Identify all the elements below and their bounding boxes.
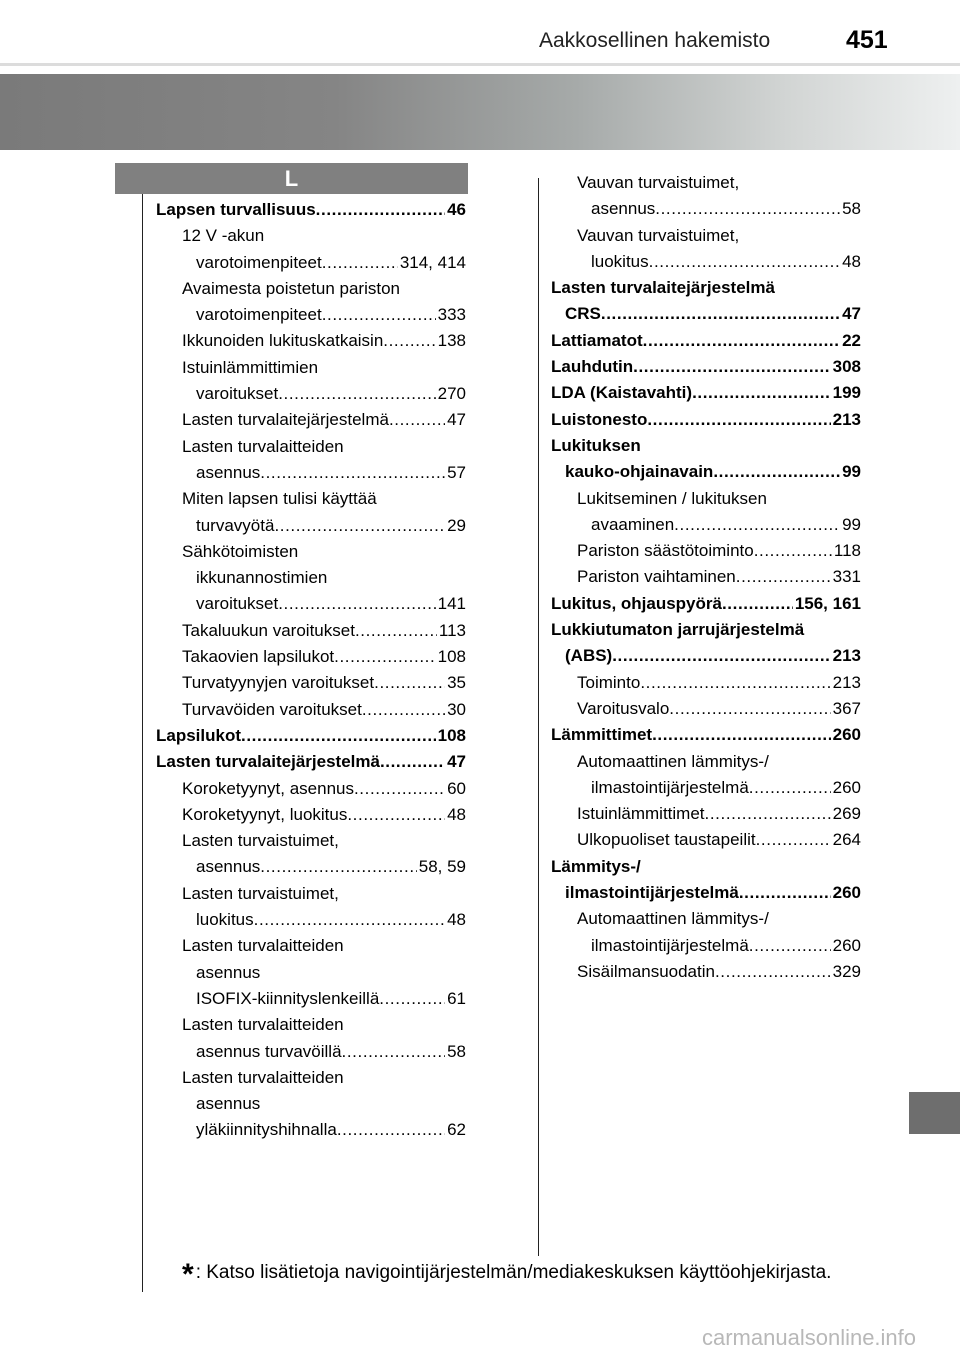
index-entry-text: LDA (Kaistavahti): [551, 383, 693, 403]
dot-leader: [316, 197, 445, 223]
index-entry: [156, 1117, 466, 1143]
index-entry-text: Takaovien lapsilukot: [182, 647, 335, 667]
footnote-marker: *: [182, 1258, 194, 1291]
header-divider: [0, 63, 960, 66]
index-entry: [156, 407, 466, 433]
index-entry-page: 260: [832, 935, 861, 955]
index-entry-text: Lasten turvalaitejärjestelmä: [551, 278, 775, 298]
index-entry: [156, 986, 466, 1012]
index-entry-text: Lasten turvalaitteiden: [182, 436, 344, 456]
index-entry: [551, 538, 861, 564]
index-entry: [551, 722, 861, 748]
index-entry-page: 213: [832, 409, 861, 429]
index-entry-text: Ulkopuoliset taustapeilit: [577, 830, 756, 850]
index-entry-page: 260: [832, 883, 861, 903]
index-entry-page: 99: [842, 462, 861, 482]
dot-leader: [347, 802, 445, 828]
dot-leader: [736, 564, 831, 590]
index-entry: [156, 565, 466, 591]
index-entry-page: 118: [833, 541, 861, 561]
dot-leader: [739, 880, 831, 906]
index-entry: [156, 460, 466, 486]
watermark: carmanualsonline.info: [702, 1325, 917, 1350]
index-entry: [551, 380, 861, 406]
index-entry-page: 47: [842, 304, 861, 324]
index-entry-text: Lapsen turvallisuus: [156, 200, 316, 219]
index-entry-page: 213: [832, 672, 861, 692]
index-entry-page: 264: [832, 830, 861, 850]
index-entry-text: (ABS): [565, 646, 613, 666]
index-entry: [156, 933, 466, 959]
index-entry-page: 47: [447, 410, 466, 430]
index-entry: [156, 381, 466, 407]
index-entry-page: 58: [447, 1041, 466, 1061]
index-entry-text: turvavyötä: [196, 515, 275, 535]
index-entry-text: Lukkiutumaton jarrujärjestelmä: [551, 620, 805, 640]
index-entry: [551, 880, 861, 906]
index-entry-text: Lukituksen: [551, 435, 641, 455]
dot-leader: [337, 1117, 445, 1143]
index-entry-text: Lattiamatot: [551, 330, 643, 350]
dot-leader: [278, 591, 435, 617]
index-entry-page: 57: [447, 462, 466, 482]
dot-leader: [260, 854, 416, 880]
index-entry: [156, 1012, 466, 1038]
index-entry: [156, 302, 466, 328]
index-entry: [156, 1091, 466, 1117]
index-entry: [551, 354, 861, 380]
footnote: [182, 1258, 831, 1292]
index-entry: [551, 301, 861, 327]
index-entry-text: Sisäilmansuodatin: [577, 961, 715, 981]
index-entry-page: 260: [832, 725, 861, 745]
dot-leader: [647, 407, 830, 433]
index-entry-page: 138: [437, 331, 466, 351]
index-entry: [551, 275, 861, 301]
index-entry-text: luokitus: [591, 251, 649, 271]
index-entry-page: 29: [447, 515, 466, 535]
index-entry: [551, 512, 861, 538]
index-entry-text: ISOFIX-kiinnityslenkeillä: [196, 988, 380, 1008]
dot-leader: [722, 591, 793, 617]
index-entry-text: Koroketyynyt, luokitus: [182, 804, 348, 824]
index-entry-text: Pariston säästötoiminto: [577, 541, 754, 561]
index-entry-page: 113: [438, 620, 466, 640]
dot-leader: [254, 907, 445, 933]
index-entry-page: 333: [437, 305, 466, 325]
index-entry: [551, 959, 861, 985]
dot-leader: [643, 328, 840, 354]
index-entry-text: varotoimenpiteet: [196, 305, 322, 325]
index-entry-page: 314, 414: [399, 252, 466, 272]
index-entry: [156, 486, 466, 512]
index-entry: [156, 250, 466, 276]
index-entry-page: 367: [832, 698, 861, 718]
index-entry: [156, 591, 466, 617]
index-entry: [156, 328, 466, 354]
dot-leader: [756, 827, 831, 853]
page-number: 451: [846, 26, 888, 54]
index-entry-page: 48: [447, 910, 466, 930]
dot-leader: [715, 959, 831, 985]
dot-leader: [379, 986, 445, 1012]
index-entry: [156, 697, 466, 723]
dot-leader: [342, 1039, 446, 1065]
index-entry-page: 108: [437, 647, 466, 667]
index-entry-text: Lasten turvalaitteiden: [182, 936, 344, 956]
index-entry: [156, 749, 466, 775]
index-entry-page: 46: [447, 200, 466, 219]
header-banner: [0, 74, 960, 150]
index-entry-text: asennus turvavöillä: [196, 1041, 342, 1061]
index-entry-text: Toiminto: [577, 672, 641, 692]
index-entry: [156, 670, 466, 696]
index-entry: [156, 513, 466, 539]
dot-leader: [383, 328, 435, 354]
index-entry-text: Lasten turvaistuimet,: [182, 831, 339, 851]
index-entry-page: 62: [447, 1120, 466, 1140]
index-entry-page: 58: [842, 199, 861, 219]
index-entry: [551, 196, 861, 222]
dot-leader: [334, 644, 435, 670]
index-entry-text: Luistonesto: [551, 409, 648, 429]
index-entry-page: 269: [832, 804, 861, 824]
index-entry-text: Automaattinen lämmitys-/: [577, 909, 769, 929]
index-entry-text: Turvavöiden varoitukset: [182, 699, 362, 719]
index-entry: [551, 223, 861, 249]
column-divider: [538, 178, 539, 1256]
index-entry-text: ilmastointijärjestelmä: [565, 883, 739, 903]
dot-leader: [260, 460, 445, 486]
index-entry-text: Lämmitys-/: [551, 856, 641, 876]
index-entry: [551, 854, 861, 880]
index-entry: [551, 696, 861, 722]
left-margin-rule: [142, 194, 143, 1292]
index-entry: [551, 617, 861, 643]
index-entry: [156, 854, 466, 880]
index-entry-page: 22: [842, 330, 861, 350]
index-entry: [551, 407, 861, 433]
dot-leader: [692, 380, 831, 406]
index-entry: [551, 486, 861, 512]
index-entry-text: Takaluukun varoitukset: [182, 620, 355, 640]
dot-leader: [640, 670, 830, 696]
index-entry-text: CRS: [565, 304, 601, 324]
index-column-right: [551, 170, 861, 985]
index-entry-text: varotoimenpiteet: [196, 252, 322, 272]
dot-leader: [374, 670, 445, 696]
index-entry: [551, 827, 861, 853]
dot-leader: [355, 618, 437, 644]
index-entry: [156, 723, 466, 749]
index-entry-text: varoitukset: [196, 594, 279, 614]
index-entry: [156, 539, 466, 565]
index-entry: [156, 881, 466, 907]
index-entry-page: 156, 161: [794, 593, 861, 613]
index-entry-page: 199: [832, 383, 861, 403]
index-entry-page: 141: [437, 594, 466, 614]
index-entry: [156, 776, 466, 802]
dot-leader: [649, 249, 840, 275]
dot-leader: [754, 538, 832, 564]
index-entry-text: Lasten turvalaitejärjestelmä: [156, 752, 380, 772]
index-entry-text: asennus: [196, 462, 261, 482]
index-entry-text: asennus: [591, 199, 656, 219]
dot-leader: [713, 459, 840, 485]
dot-leader: [674, 512, 840, 538]
dot-leader: [655, 196, 840, 222]
dot-leader: [601, 301, 840, 327]
index-entry-text: asennus: [196, 857, 261, 877]
index-entry-text: Ikkunoiden lukituskatkaisin: [182, 331, 384, 351]
index-entry: [551, 933, 861, 959]
index-entry: [551, 670, 861, 696]
index-entry-text: varoitukset: [196, 384, 279, 404]
index-entry-text: Lasten turvalaitteiden: [182, 1067, 344, 1087]
index-entry: [551, 170, 861, 196]
index-entry: [156, 828, 466, 854]
index-entry-text: Lasten turvalaitejärjestelmä: [182, 410, 389, 430]
index-entry-page: 329: [832, 961, 861, 981]
index-entry-text: Automaattinen lämmitys-/: [577, 751, 769, 771]
index-entry: [156, 802, 466, 828]
dot-leader: [705, 801, 831, 827]
index-entry-page: 35: [447, 673, 466, 693]
index-entry-text: Istuinlämmittimet: [577, 804, 705, 824]
index-entry: [156, 644, 466, 670]
index-thumb-tab: [909, 1092, 960, 1134]
index-entry-page: 260: [832, 777, 861, 797]
index-entry: [156, 355, 466, 381]
index-entry-text: Turvatyynyjen varoitukset: [182, 673, 375, 693]
dot-leader: [380, 749, 445, 775]
index-entry-text: Koroketyynyt, asennus: [182, 778, 354, 798]
dot-leader: [612, 643, 830, 669]
index-entry-page: 48: [842, 251, 861, 271]
index-entry-text: ilmastointijärjestelmä: [591, 777, 749, 797]
index-entry-text: luokitus: [196, 910, 254, 930]
index-entry-page: 308: [832, 357, 861, 377]
index-entry-text: kauko-ohjainavain: [565, 462, 714, 482]
index-entry-text: Lukitseminen / lukituksen: [577, 488, 767, 508]
index-entry-text: Istuinlämmittimien: [182, 357, 319, 377]
index-entry: [156, 618, 466, 644]
index-entry: [156, 1039, 466, 1065]
index-entry-text: Lämmittimet: [551, 725, 653, 745]
index-entry: [551, 328, 861, 354]
index-entry-page: 58, 59: [418, 857, 466, 877]
index-entry-text: yläkiinnityshihnalla: [196, 1120, 337, 1140]
index-entry: [551, 591, 861, 617]
index-entry-text: avaaminen: [591, 514, 675, 534]
dot-leader: [322, 302, 436, 328]
index-entry-page: 30: [447, 699, 466, 719]
index-entry: [551, 775, 861, 801]
index-entry-text: asennus: [196, 1094, 261, 1114]
section-letter-bar: L: [115, 163, 468, 194]
index-entry-text: Lukitus, ohjauspyörä: [551, 593, 722, 613]
index-entry-text: Vauvan turvaistuimet,: [577, 173, 740, 192]
index-entry: [156, 223, 466, 249]
index-entry-page: 47: [447, 752, 466, 772]
index-entry-text: Avaimesta poistetun pariston: [182, 278, 400, 298]
index-entry-text: Lauhdutin: [551, 357, 634, 377]
dot-leader: [362, 697, 445, 723]
running-header-title: Aakkosellinen hakemisto: [539, 29, 771, 52]
index-entry: [551, 433, 861, 459]
index-entry: [551, 249, 861, 275]
dot-leader: [354, 776, 445, 802]
dot-leader: [633, 354, 830, 380]
index-entry-text: Lasten turvaistuimet,: [182, 883, 339, 903]
index-entry-text: Vauvan turvaistuimet,: [577, 225, 740, 245]
index-entry: [156, 1065, 466, 1091]
index-entry-text: Sähkötoimisten: [182, 541, 299, 561]
index-entry-page: 270: [437, 384, 466, 404]
index-entry: [551, 749, 861, 775]
dot-leader: [389, 407, 445, 433]
index-entry: [551, 643, 861, 669]
dot-leader: [749, 933, 831, 959]
dot-leader: [278, 381, 435, 407]
index-entry-text: ikkunannostimien: [196, 568, 328, 588]
footnote-text: : Katso lisätietoja navigointijärjestelmän/mediakeskuksen käyttöohjekirjasta.: [195, 1262, 832, 1283]
index-entry-page: 99: [842, 514, 861, 534]
index-entry-text: asennus: [196, 962, 261, 982]
dot-leader: [241, 723, 436, 749]
index-entry-page: 60: [447, 778, 466, 798]
index-entry: [551, 801, 861, 827]
index-entry: [551, 564, 861, 590]
index-entry-text: Pariston vaihtaminen: [577, 567, 736, 587]
dot-leader: [669, 696, 830, 722]
index-entry-page: 48: [447, 804, 466, 824]
index-entry-text: Varoitusvalo: [577, 698, 670, 718]
index-entry: [551, 459, 861, 485]
dot-leader: [749, 775, 831, 801]
index-entry-text: 12 V -akun: [182, 226, 265, 246]
dot-leader: [322, 250, 398, 276]
index-column-left: [156, 197, 466, 1144]
index-entry: [551, 906, 861, 932]
index-entry-text: ilmastointijärjestelmä: [591, 935, 749, 955]
index-entry-page: 213: [832, 646, 861, 666]
index-entry-page: 61: [447, 988, 466, 1008]
index-entry-text: Miten lapsen tulisi käyttää: [182, 489, 377, 509]
index-entry: [156, 434, 466, 460]
index-entry: [156, 197, 466, 223]
index-entry-text: Lapsilukot: [156, 725, 242, 745]
index-entry-page: 108: [437, 725, 466, 745]
index-entry: [156, 960, 466, 986]
index-entry-page: 331: [832, 567, 861, 587]
index-entry: [156, 276, 466, 302]
index-entry-text: Lasten turvalaitteiden: [182, 1015, 344, 1035]
index-entry: [156, 907, 466, 933]
dot-leader: [652, 722, 831, 748]
dot-leader: [274, 513, 445, 539]
